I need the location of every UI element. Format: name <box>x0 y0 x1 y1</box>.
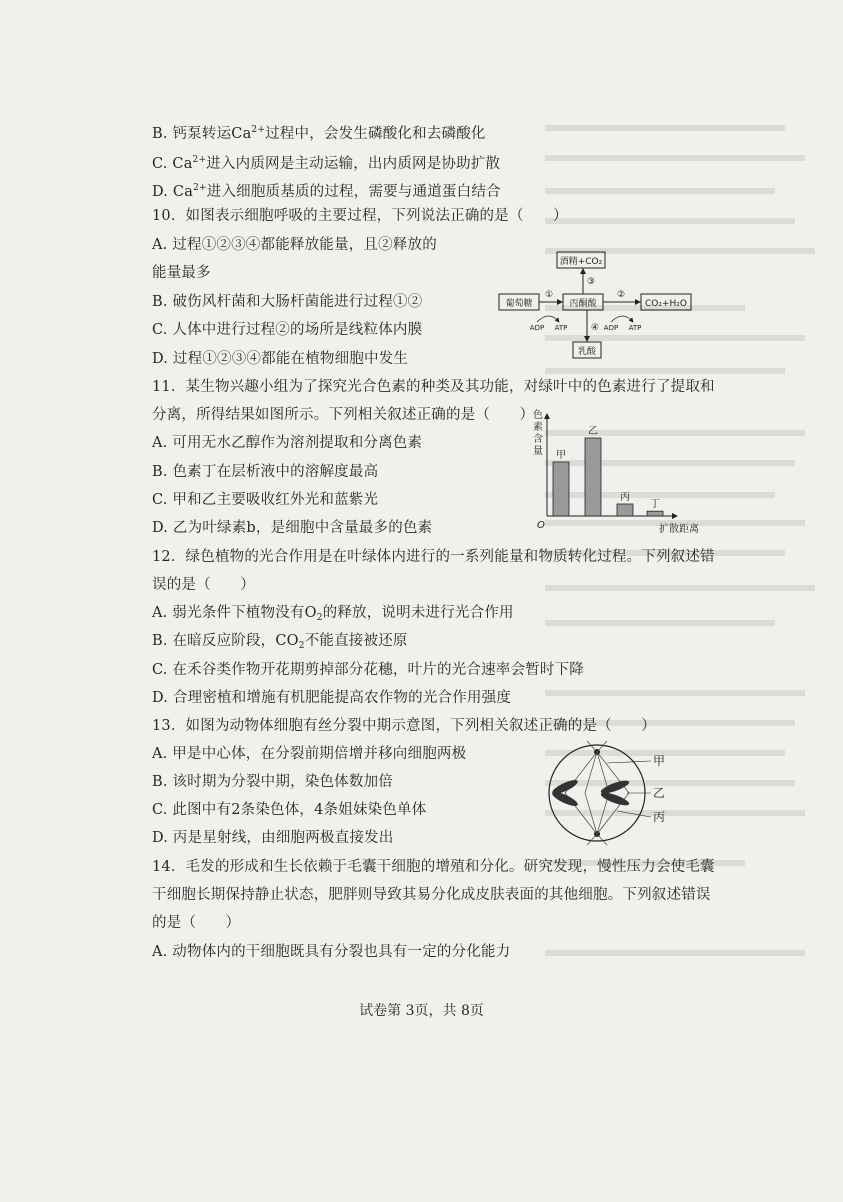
q12-option-a-tail: 的释放，说明未进行光合作用 <box>322 605 514 621</box>
pointer-jia <box>607 761 651 763</box>
q14-stem-line1: 14．毛发的形成和生长依赖于毛囊干细胞的增殖和分化。研究发现，慢性压力会使毛囊 <box>152 859 715 875</box>
y-axis-label-c4: 量 <box>533 446 543 457</box>
q14-stem-line2: 干细胞长期保持静止状态，肥胖则导致其易分化成皮肤表面的其他细胞。下列叙述错误 <box>152 887 711 903</box>
bar-label-0: 甲 <box>556 450 566 461</box>
label-jia: 甲 <box>653 754 666 768</box>
q9-option-d-text: D. Ca <box>152 184 194 200</box>
q12-option-d: D. 合理密植和增施有机肥能提高农作物的光合作用强度 <box>152 690 512 706</box>
q12-stem-line2: 误的是（ ） <box>152 577 255 593</box>
q9-option-b-tail: 过程中，会发生磷酸化和去磷酸化 <box>265 126 486 142</box>
bar-label-3: 丁 <box>650 499 660 511</box>
bar-1 <box>585 438 601 516</box>
q9-option-c <box>152 150 500 174</box>
q9-option-d <box>152 178 501 202</box>
pigment-chart <box>525 410 705 540</box>
y-axis-label-c3: 含 <box>533 434 543 445</box>
q10-option-b: B. 破伤风杆菌和大肠杆菌能进行过程①② <box>152 294 423 310</box>
label-step-3: ③ <box>586 277 596 287</box>
q13-option-c: C. 此图中有2条染色体，4条姐妹染色单体 <box>152 802 427 818</box>
q9-option-c-text: C. Ca <box>152 156 193 172</box>
label-co2-h2o: CO₂+H₂O <box>645 299 687 309</box>
q12-stem-line1: 12．绿色植物的光合作用是在叶绿体内进行的一系列能量和物质转化过程。下列叙述错 <box>152 549 715 565</box>
superscript: 2+ <box>193 183 207 193</box>
bar-0 <box>553 462 569 516</box>
label-step-4: ④ <box>590 323 600 333</box>
q13-option-d: D. 丙是星射线，由细胞两极直接发出 <box>152 830 394 846</box>
label-atp-1: ATP <box>554 324 568 332</box>
q12-option-b <box>152 631 408 656</box>
q11-option-a: A. 可用无水乙醇作为溶剂提取和分离色素 <box>152 435 423 451</box>
q12-option-b-text: B. 在暗反应阶段，CO <box>152 633 299 649</box>
q12-option-a-text: A. 弱光条件下植物没有O <box>152 605 317 621</box>
label-alcohol: 酒精+CO₂ <box>559 257 603 267</box>
q13-option-a: A. 甲是中心体，在分裂前期倍增并移向细胞两极 <box>152 746 467 762</box>
q14-stem-line3: 的是（ ） <box>152 915 241 931</box>
superscript: 2+ <box>251 125 266 135</box>
q11-option-c: C. 甲和乙主要吸收红外光和蓝紫光 <box>152 492 379 508</box>
y-axis-label-c2: 素 <box>533 422 543 433</box>
q11-option-d: D. 乙为叶绿素b，是细胞中含量最多的色素 <box>152 520 433 536</box>
q12-option-c: C. 在禾谷类作物开花期剪掉部分花穗，叶片的光合速率会暂时下降 <box>152 662 584 678</box>
q10-option-c: C. 人体中进行过程②的场所是线粒体内膜 <box>152 322 423 338</box>
q12-option-a <box>152 603 514 628</box>
q9-option-c-tail: 进入内质网是主动运输，出内质网是协助扩散 <box>206 156 501 172</box>
q10-option-d: D. 过程①②③④都能在植物细胞中发生 <box>152 351 409 367</box>
superscript: 2+ <box>192 155 207 165</box>
subscript: 2 <box>298 641 305 651</box>
y-axis-label-c1: 色 <box>533 410 543 421</box>
bar-2 <box>617 504 633 516</box>
q14-option-a: A. 动物体内的干细胞既具有分裂也具有一定的分化能力 <box>152 944 511 960</box>
bar-label-2: 丙 <box>620 492 630 503</box>
q13-stem: 13．如图为动物体细胞有丝分裂中期示意图，下列相关叙述正确的是（ ） <box>152 718 656 734</box>
spindle-fibers <box>565 741 629 845</box>
respiration-diagram <box>495 250 715 365</box>
label-adp-2: ADP <box>603 324 619 332</box>
label-yi: 乙 <box>653 786 666 800</box>
q11-option-b: B. 色素丁在层析液中的溶解度最高 <box>152 464 379 480</box>
page-footer: 试卷第 3页，共 8页 <box>359 1003 484 1019</box>
q10-option-a: A. 过程①②③④都能释放能量，且②释放的 <box>152 237 437 253</box>
mitosis-diagram <box>535 735 675 845</box>
label-step-1: ① <box>544 290 554 300</box>
label-bing: 丙 <box>653 810 666 824</box>
origin-label: O <box>537 520 545 531</box>
q9-option-b <box>152 120 486 144</box>
q10-stem: 10．如图表示细胞呼吸的主要过程，下列说法正确的是（ ） <box>152 208 568 224</box>
q9-option-d-tail: 进入细胞质基质的过程，需要与通道蛋白结合 <box>206 184 501 200</box>
bar-label-1: 乙 <box>588 426 598 437</box>
atp-arc-2 <box>611 316 633 322</box>
x-axis-label: 扩散距离 <box>659 524 699 535</box>
label-atp-2: ATP <box>628 324 642 332</box>
label-adp-1: ADP <box>529 324 545 332</box>
q12-option-b-tail: 不能直接被还原 <box>304 633 408 649</box>
label-glucose: 葡萄糖 <box>505 299 533 309</box>
label-step-2: ② <box>616 290 626 300</box>
q10-option-a-cont: 能量最多 <box>152 265 211 281</box>
q11-stem-line1: 11．某生物兴趣小组为了探究光合色素的种类及其功能，对绿叶中的色素进行了提取和 <box>152 379 715 395</box>
q9-option-b-text: B. 钙泵转运Ca <box>152 126 252 142</box>
q13-option-b: B. 该时期为分裂中期，染色体数加倍 <box>152 774 393 790</box>
label-lactate: 乳酸 <box>577 347 597 357</box>
atp-arc-1 <box>537 316 559 322</box>
bar-3 <box>647 511 663 516</box>
label-pyruvate: 丙酮酸 <box>569 299 597 309</box>
subscript: 2 <box>316 613 323 623</box>
pointer-bing <box>617 811 651 817</box>
q11-stem-line2: 分离，所得结果如图所示。下列相关叙述正确的是（ ） <box>152 407 535 423</box>
chromosomes <box>551 777 631 808</box>
